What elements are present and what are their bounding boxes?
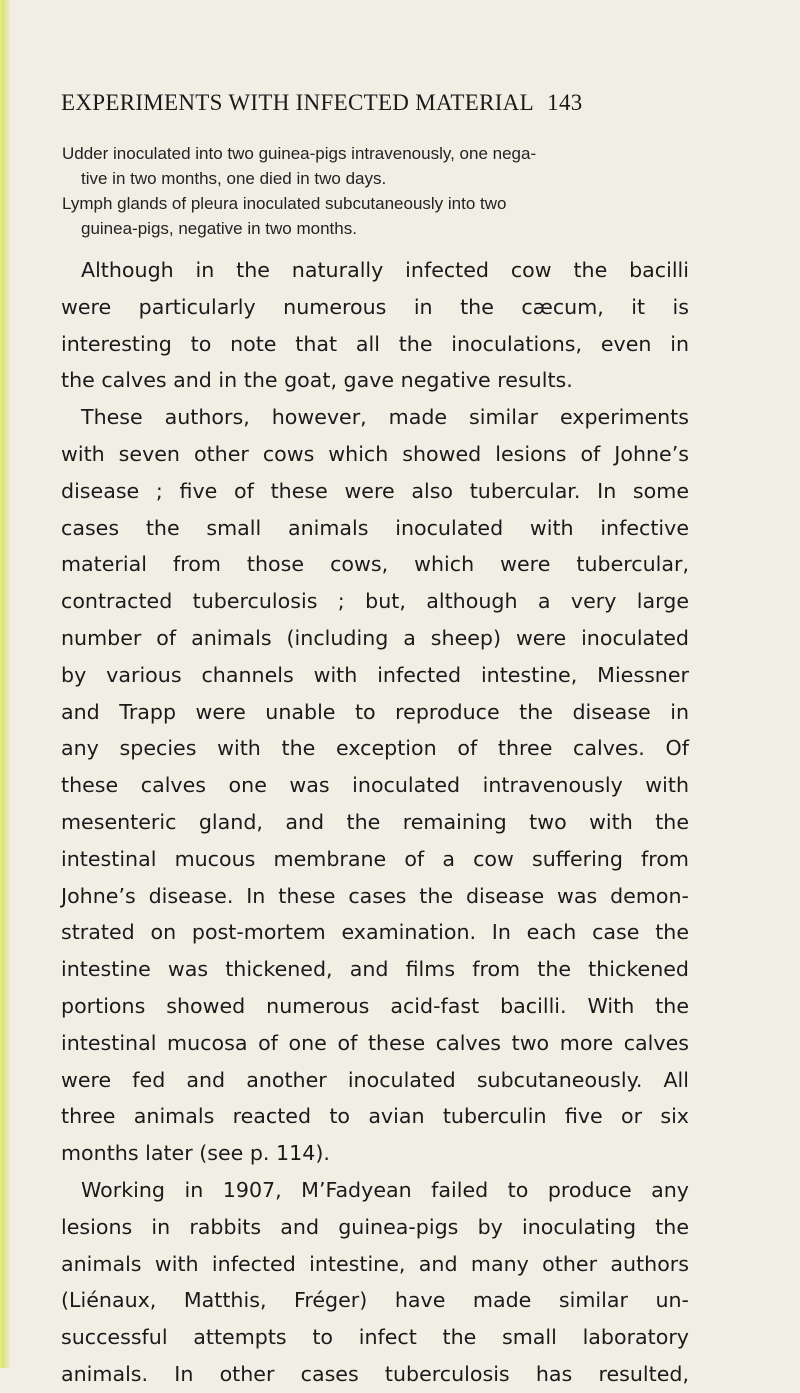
body-line: intestinal mucous membrane of a cow suffering from [61,846,689,871]
body-line: animals. In other cases tuberculosis has resulted, [61,1361,689,1386]
body-text [61,252,689,1393]
body-line: cases the small animals inoculated with infective [61,515,689,540]
body-line: Although in the naturally infected cow the bacilli [81,258,689,282]
body-line: any species with the exception of three calves. Of [61,736,689,761]
body-line: three animals reacted to avian tuberculin five or six [61,1104,689,1129]
body-line: Johne’s disease. In these cases the disease was demon- [61,883,689,908]
header-title: EXPERIMENTS WITH INFECTED MATERIAL [61,90,534,115]
body-line: intestinal mucosa of one of these calves two more calves [61,1030,689,1055]
body-line: and Trapp were unable to reproduce the disease in [61,699,689,724]
body-line: material from those cows, which were tubercular, [61,552,689,577]
page-number: 143 [547,90,583,115]
note-line: Udder inoculated into two guinea-pigs intravenously, one nega- [62,144,537,163]
body-line: strated on post-mortem examination. In each case the [61,920,689,945]
body-line: these calves one was inoculated intravenously with [61,773,689,798]
body-line: These authors, however, made similar experiments [81,405,689,430]
body-line: months later (see p. 114). [61,1141,330,1166]
body-line: number of animals (including a sheep) were inoculated [61,625,689,650]
note-paragraph-udder [62,141,702,191]
body-line: successful attempts to infect the small laboratory [61,1325,689,1350]
body-line: animals with infected intestine, and many other authors [61,1251,689,1276]
running-header [61,90,701,116]
note-block [62,141,702,241]
note-line: Lymph glands of pleura inoculated subcutaneously into two [62,194,507,213]
body-line: contracted tuberculosis ; but, although a very large [61,589,689,614]
body-line: were particularly numerous in the cæcum, it is [61,294,689,319]
body-line: lesions in rabbits and guinea-pigs by inoculating the [61,1214,689,1239]
body-line: portions showed numerous acid-fast bacilli. With the [61,993,689,1018]
note-line: guinea-pigs, negative in two months. [81,219,357,238]
note-paragraph-lymph [62,191,702,241]
body-line: (Liénaux, Matthis, Fréger) have made similar un- [61,1288,689,1313]
note-line: tive in two months, one died in two days. [81,169,387,188]
body-line: the calves and in the goat, gave negative results. [61,368,573,393]
body-line: interesting to note that all the inoculations, even in [61,331,689,356]
body-line: were fed and another inoculated subcutaneously. All [61,1067,689,1092]
body-line: Working in 1907, M’Fadyean failed to produce any [81,1177,689,1202]
body-line: disease ; five of these were also tubercular. In some [61,478,689,503]
body-line: mesenteric gland, and the remaining two with the [61,809,689,834]
body-line: intestine was thickened, and films from the thickened [61,957,689,982]
body-line: with seven other cows which showed lesions of Johne’s [61,441,689,466]
body-line: by various channels with infected intestine, Miessner [61,662,689,687]
